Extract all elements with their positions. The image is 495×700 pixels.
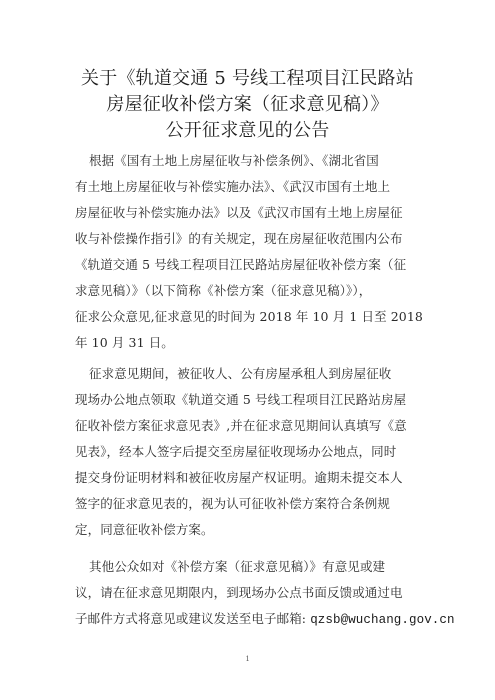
paragraph-2-line: 现场办公地点领取《轨道交通 5 号线工程项目江民路站房屋 (75, 392, 407, 407)
paragraph-2-line: 签字的征求意见表的，视为认可征收补偿方案符合条例规 (75, 496, 391, 511)
page-number: 1 (245, 654, 250, 663)
paragraph-1-line: 《轨道交通 5 号线工程项目江民路站房屋征收补偿方案（征 (75, 257, 407, 272)
paragraph-2-line: 见表》，经本人签字后提交至房屋征收现场办公地点，同时 (75, 444, 397, 459)
document-title-line-2: 房屋征收补偿方案（征求意见稿）》 (106, 94, 389, 115)
paragraph-1-line: 求意见稿）》（以下简称《补偿方案（征求意见稿）》）， (75, 283, 372, 298)
paragraph-2-line: 征求意见期间，被征收人、公有房屋承租人到房屋征收 (89, 366, 392, 381)
document-title-line-3: 公开征求意见的公告 (165, 120, 330, 141)
document-title-line-1: 关于《轨道交通 5 号线工程项目江民路站 (81, 68, 414, 89)
paragraph-1-line: 有土地上房屋征收与补偿实施办法》、《武汉市国有土地上 (75, 179, 391, 194)
paragraph-3-last-line (75, 611, 455, 628)
paragraph-3-line: 子邮件方式将意见或建议发送至电子邮箱: (75, 611, 311, 626)
paragraph-2-line: 定，同意征收补偿方案。 (75, 522, 214, 537)
paragraph-1-line: 收与补偿操作指引》的有关规定，现在房屋征收范围内公布 (75, 231, 403, 246)
paragraph-1-line: 根据《国有土地上房屋征收与补偿条例》、《湖北省国 (89, 153, 379, 168)
contact-email: qzsb@wuchang.gov.cn (310, 613, 455, 627)
paragraph-2-line: 提交身份证明材料和被征收房屋产权证明。逾期未提交本人 (75, 470, 403, 485)
paragraph-1-line: 房屋征收与补偿实施办法》以及《武汉市国有土地上房屋征 (75, 205, 403, 220)
paragraph-2-line: 征收补偿方案征求意见表》,并在征求意见期间认真填写《意 (75, 418, 407, 433)
paragraph-1-line: 年 10 月 31 日。 (75, 335, 174, 350)
paragraph-3-line: 其他公众如对《补偿方案（征求意见稿）》有意见或建 (89, 559, 386, 574)
paragraph-1-line: 征求公众意见,征求意见的时间为 2018 年 10 月 1 日至 2018 (75, 309, 423, 324)
paragraph-3-line: 议，请在征求意见期限内，到现场办公点书面反馈或通过电 (75, 585, 403, 600)
